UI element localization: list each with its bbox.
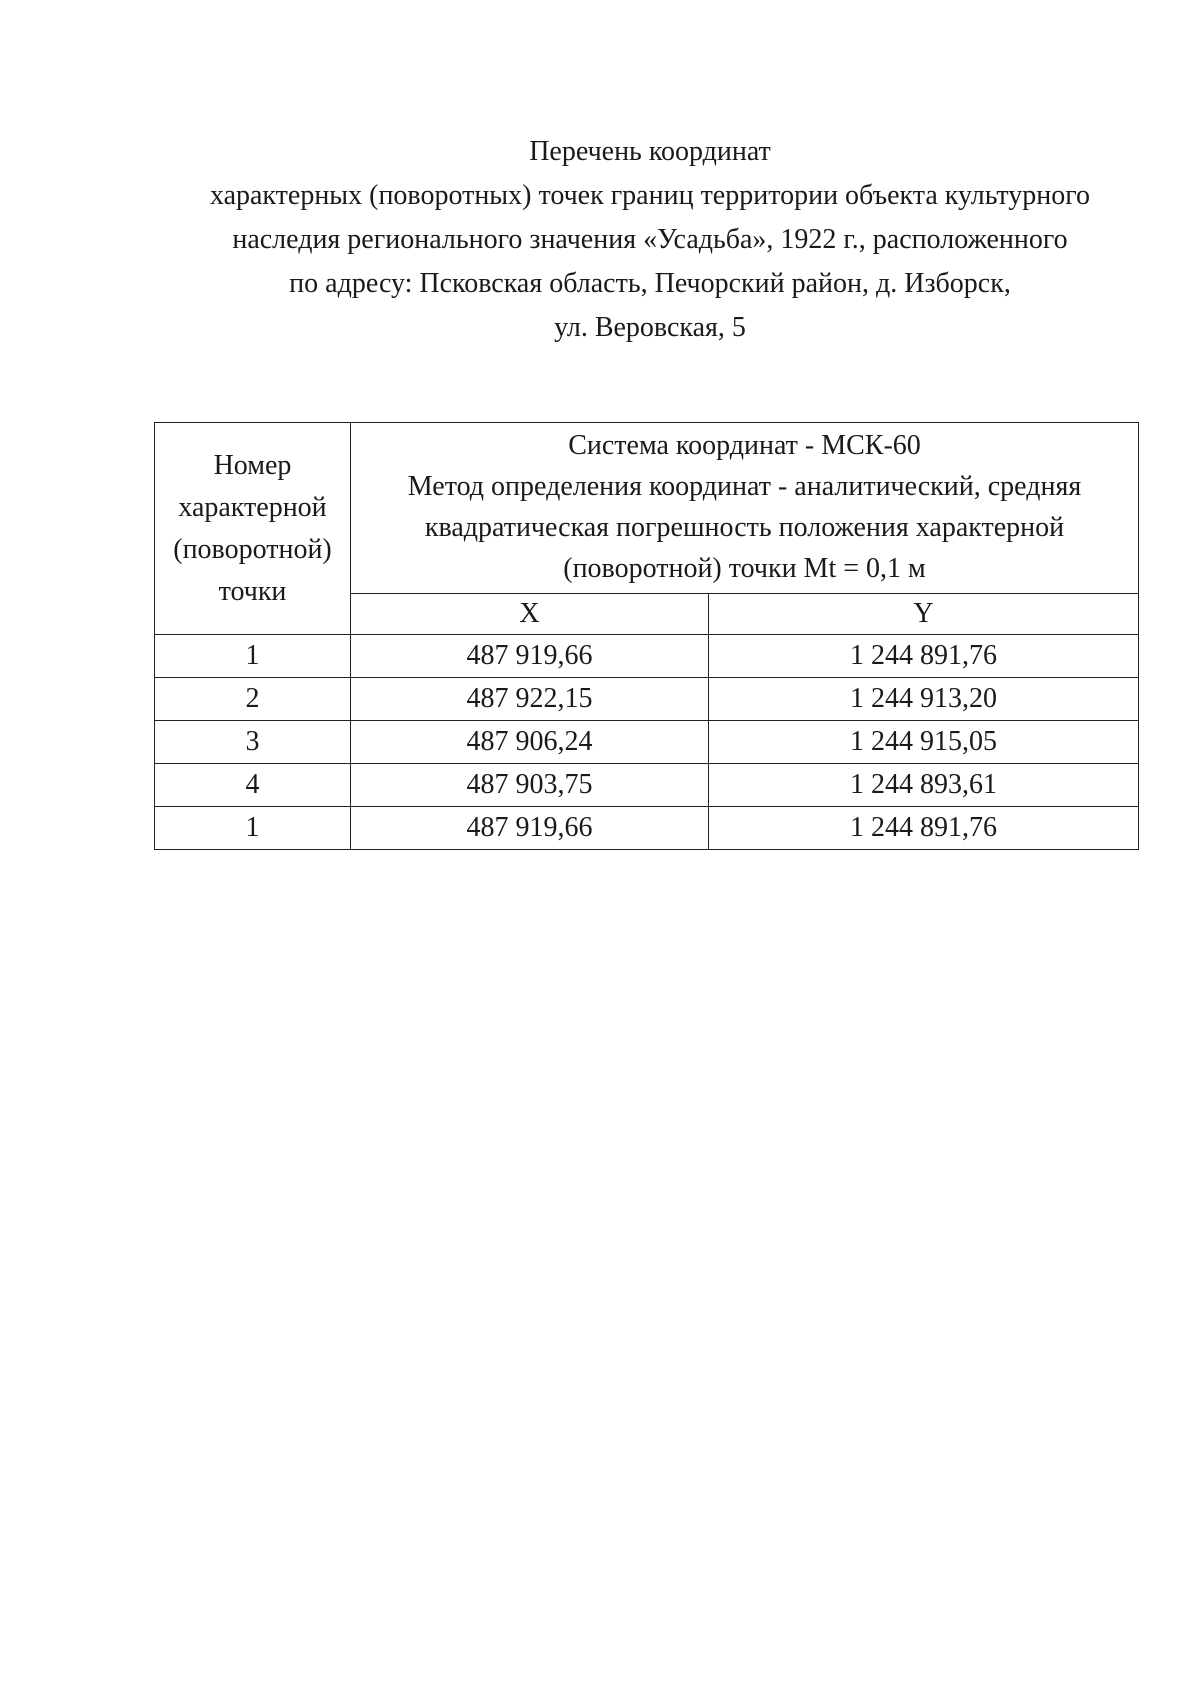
x-coordinate-cell: 487 922,15: [351, 678, 709, 721]
x-coordinate-cell: 487 919,66: [351, 635, 709, 678]
point-number-cell: 1: [155, 807, 351, 850]
table-row: [155, 678, 1139, 721]
point-number-header: [155, 423, 351, 635]
header-line: квадратическая погрешность положения характерной: [424, 512, 1065, 543]
y-coordinate-cell: 1 244 913,20: [709, 678, 1139, 721]
point-number-cell: 3: [155, 721, 351, 764]
x-coordinate-cell: 487 906,24: [351, 721, 709, 764]
header-line: характерной: [178, 491, 327, 523]
title-line: наследия регионального значения «Усадьба», 1922 г., расположенного: [232, 224, 1068, 255]
coordinates-table: [154, 422, 1139, 850]
header-line: Номер: [213, 449, 292, 481]
point-number-cell: 4: [155, 764, 351, 807]
table-row: [155, 635, 1139, 678]
title-line: Перечень координат: [529, 136, 771, 167]
header-line: Метод определения координат - аналитический, средняя: [407, 471, 1082, 502]
x-coordinate-cell: 487 919,66: [351, 807, 709, 850]
header-line: Система координат - МСК-60: [568, 430, 921, 461]
title-line: ул. Веровская, 5: [554, 312, 746, 343]
y-coordinate-cell: 1 244 915,05: [709, 721, 1139, 764]
table-row: [155, 721, 1139, 764]
x-header: X: [351, 594, 709, 635]
header-line: точки: [218, 575, 287, 607]
document-title: [150, 130, 1150, 350]
y-coordinate-cell: 1 244 891,76: [709, 807, 1139, 850]
coordinate-system-header: [351, 423, 1139, 594]
title-line: характерных (поворотных) точек границ территории объекта культурного: [209, 180, 1091, 211]
table-row: [155, 807, 1139, 850]
x-coordinate-cell: 487 903,75: [351, 764, 709, 807]
title-line: по адресу: Псковская область, Печорский район, д. Изборск,: [289, 268, 1011, 299]
header-line: (поворотной): [173, 533, 332, 565]
table-row: [155, 764, 1139, 807]
y-header: Y: [709, 594, 1139, 635]
y-coordinate-cell: 1 244 891,76: [709, 635, 1139, 678]
y-coordinate-cell: 1 244 893,61: [709, 764, 1139, 807]
table-header-row: [155, 423, 1139, 594]
point-number-cell: 1: [155, 635, 351, 678]
header-line: (поворотной) точки Mt = 0,1 м: [563, 553, 926, 584]
point-number-cell: 2: [155, 678, 351, 721]
